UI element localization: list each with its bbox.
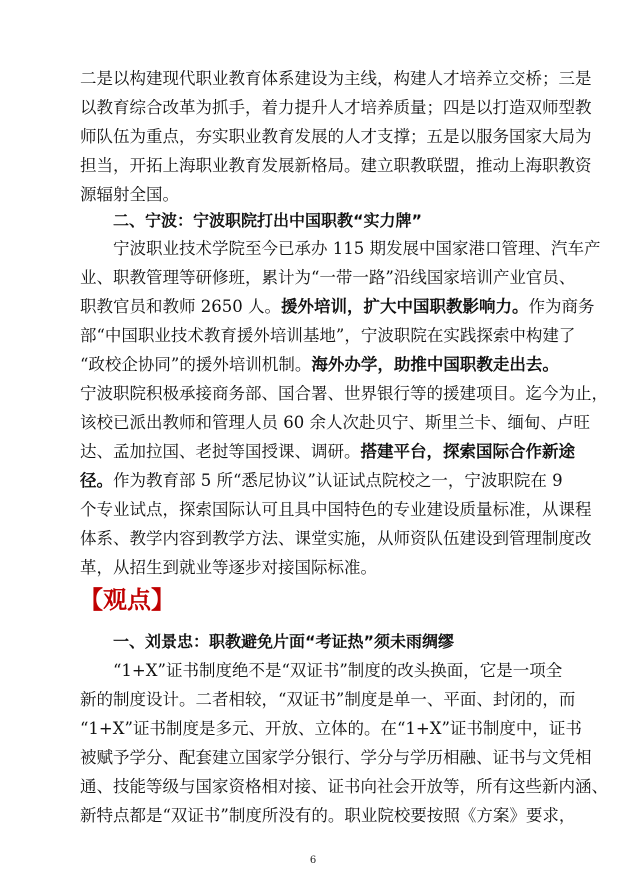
paragraph-line: 源辐射全国。 [80,185,179,204]
paragraph-line: 个专业试点，探索国际认可且具中国特色的专业建设质量标准，从课程 [80,500,592,519]
page-number: 6 [309,855,317,866]
text-run: 作为教育部 5 所“悉尼协议”认证试点院校之一，宁波职院在 9 [113,471,563,490]
paragraph-line [80,442,575,462]
bold-text-run: 搭建平台，探索国际合作新途 [360,442,575,461]
paragraph-line: 该校已派出教师和管理人员 60 余人次赴贝宁、斯里兰卡、缅甸、卢旺 [80,413,590,432]
paragraph-line: 业、职教管理等研修班，累计为“一带一路”沿线国家培训产业官员、 [80,268,576,287]
paragraph-line: 二是以构建现代职业教育体系建设为主线，构建人才培养立交桥；三是 [80,69,592,88]
section-heading-ningbo: 二、宁波：宁波职院打出中国职教“实力牌” [113,211,423,230]
paragraph-line [80,471,563,491]
section-heading-liu: 一、刘景忠：职教避免片面“考证热”须未雨绸缪 [113,632,455,651]
paragraph-line: “1+X”证书制度是多元、开放、立体的。在“1+X”证书制度中，证书 [80,719,582,738]
paragraph-line: 师队伍为重点，夯实职业教育发展的人才支撑；五是以服务国家大局为 [80,127,592,146]
paragraph-line: 被赋予学分、配套建立国家学分银行、学分与学历相融、证书与文凭相 [80,748,592,767]
text-run: 职教官员和教师 2650 人。 [80,297,281,316]
paragraph-line [80,297,595,317]
text-run: 作为商务 [528,297,595,316]
paragraph-line: “1+X”证书制度绝不是“双证书”制度的改头换面，它是一项全 [113,661,563,680]
paragraph-line: 新特点都是“双证书”制度所没有的。职业院校要按照《方案》要求， [80,806,576,825]
text-run: “政校企协同”的援外培训机制。 [80,355,312,374]
paragraph-line: 宁波职院积极承接商务部、国合署、世界银行等的援建项目。迄今为止， [80,384,608,403]
bold-text-run: 径。 [80,471,113,490]
paragraph-line: 以教育综合改革为抓手，着力提升人才培养质量；四是以打造双师型教 [80,98,592,117]
paragraph-line: 革，从招生到就业等逐步对接国际标准。 [80,558,377,577]
paragraph-line: 宁波职业技术学院至今已承办 115 期发展中国家港口管理、汽车产 [113,239,601,258]
paragraph-line: 部“中国职业技术教育援外培训基地”，宁波职院在实践探索中构建了 [80,326,576,345]
paragraph-line: 担当，开拓上海职业教育发展新格局。建立职教联盟，推动上海职教资 [80,156,592,175]
bold-text-run: 援外培训，扩大中国职教影响力。 [280,297,529,316]
paragraph-line: 体系、教学内容到教学方法、课堂实施，从师资队伍建设到管理制度改 [80,529,592,548]
text-run: 达、孟加拉国、老挝等国授课、调研。 [80,442,361,461]
paragraph-line [80,355,560,375]
paragraph-line: 新的制度设计。二者相较，“双证书”制度是单一、平面、封闭的，而 [80,690,576,709]
paragraph-line: 通、技能等级与国家资格相对接、证书向社会开放等，所有这些新内涵、 [80,777,608,796]
bold-text-run: 海外办学，助推中国职教走出去。 [311,355,559,374]
section-title-viewpoint: 【观点】 [79,586,175,614]
